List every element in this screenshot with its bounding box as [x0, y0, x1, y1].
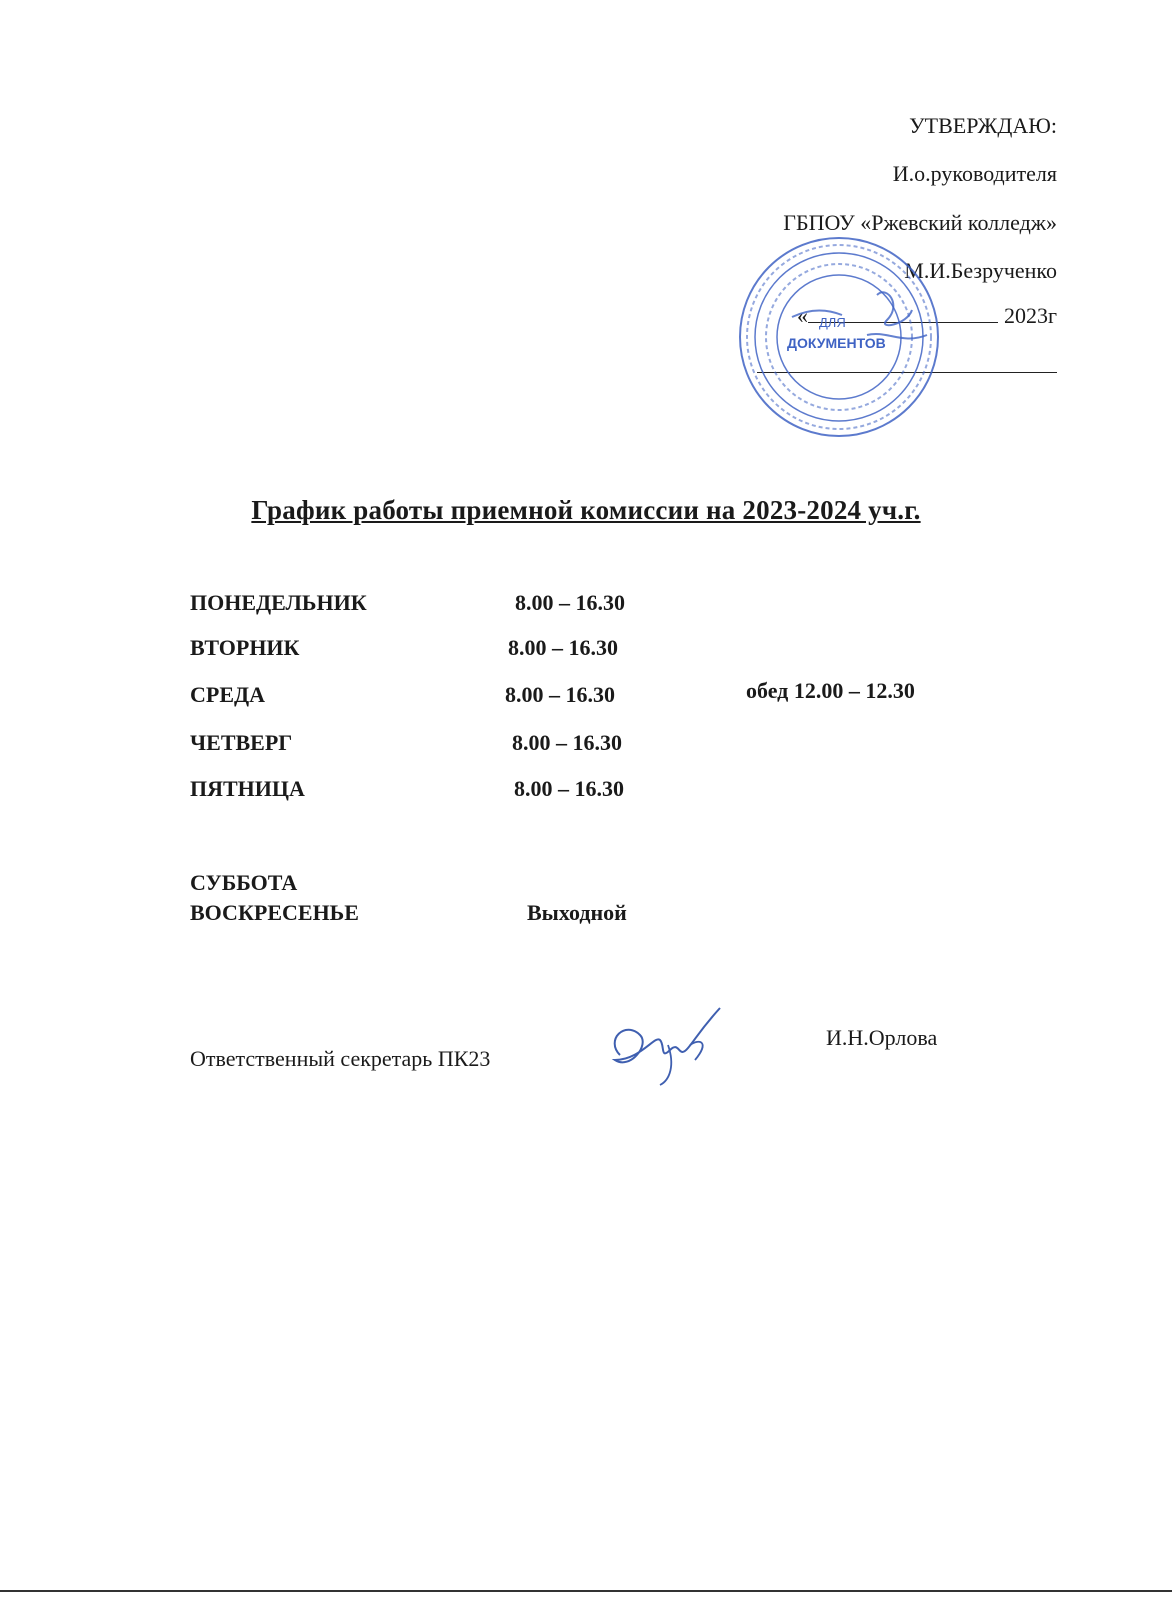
schedule-hours-thursday: 8.00 – 16.30: [512, 730, 622, 755]
weekend-saturday: СУББОТА: [190, 870, 298, 895]
document-title: График работы приемной комиссии на 2023-2024 уч.г.: [251, 495, 921, 525]
secretary-name: И.Н.Орлова: [826, 1025, 938, 1050]
schedule-hours-wednesday: 8.00 – 16.30: [505, 682, 615, 707]
official-stamp: [737, 235, 942, 440]
schedule-day-tuesday: ВТОРНИК: [190, 635, 300, 660]
schedule-day-wednesday: СРЕДА: [190, 682, 266, 707]
schedule-hours-friday: 8.00 – 16.30: [514, 776, 624, 801]
schedule-day-monday: ПОНЕДЕЛЬНИК: [190, 590, 367, 615]
approval-title: УТВЕРЖДАЮ:: [909, 113, 1057, 138]
handwritten-signature: [600, 1000, 740, 1090]
schedule-hours-monday: 8.00 – 16.30: [515, 590, 625, 615]
approval-date-year: 2023г: [1003, 303, 1057, 328]
page-bottom-rule: [0, 1590, 1172, 1592]
schedule-day-friday: ПЯТНИЦА: [190, 776, 305, 801]
secretary-label: Ответственный секретарь ПК23: [190, 1046, 491, 1071]
weekend-status: Выходной: [527, 900, 627, 925]
stamp-text-main: ДОКУМЕНТОВ: [787, 335, 886, 351]
approval-role: И.о.руководителя: [892, 161, 1057, 186]
stamp-text-top: ДЛЯ: [819, 315, 846, 330]
lunch-break: обед 12.00 – 12.30: [746, 678, 915, 703]
approval-date-prefix: «: [796, 303, 808, 328]
weekend-sunday: ВОСКРЕСЕНЬЕ: [190, 900, 359, 925]
schedule-day-thursday: ЧЕТВЕРГ: [190, 730, 293, 755]
schedule-hours-tuesday: 8.00 – 16.30: [508, 635, 618, 660]
approval-name: М.И.Безрученко: [904, 258, 1057, 283]
approval-organization: ГБПОУ «Ржевский колледж»: [783, 210, 1057, 235]
